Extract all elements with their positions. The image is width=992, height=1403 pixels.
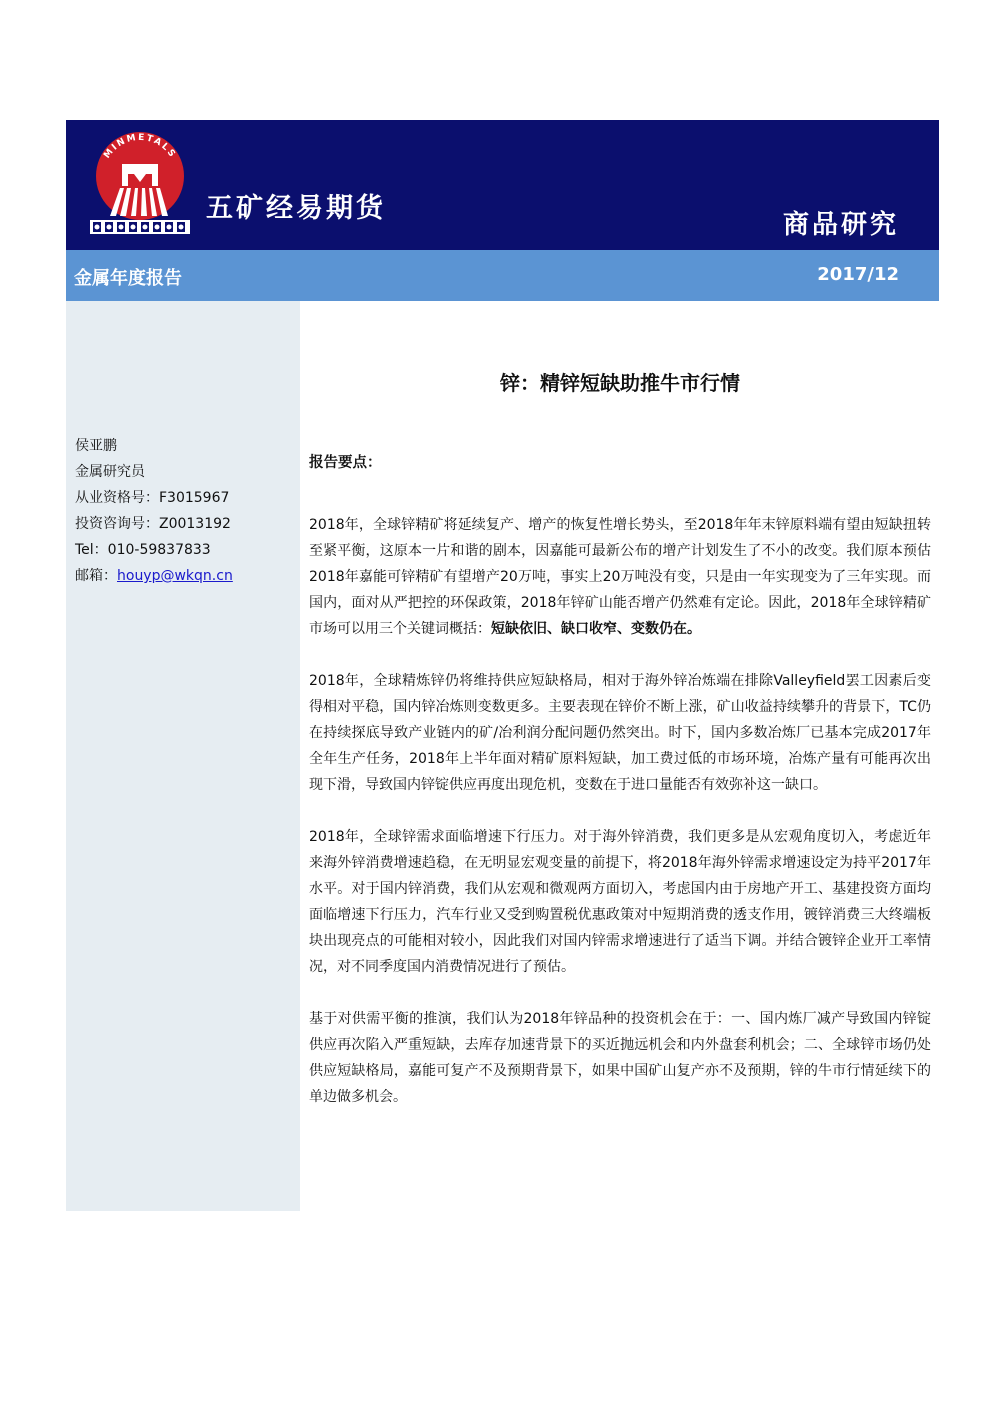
paragraph-4: 基于对供需平衡的推演，我们认为2018年锌品种的投资机会在于：一、国内炼厂减产导致国内锌锭供应再次陷入严重短缺，去库存加速背景下的买近抛远机会和内外盘套利机会；二、全球锌市场仍处供应短缺格局，嘉能可复产不及预期背景下，如果中国矿山复产亦不及预期，锌的牛市行情延续下的单边做多机会。 [309,1011,931,1105]
author-email-row [75,563,233,589]
author-title: 金属研究员 [75,464,145,480]
author-info [75,433,233,589]
report-type: 金属年度报告 [74,268,182,289]
paragraph-3: 2018年，全球锌需求面临增速下行压力。对于海外锌消费，我们更多是从宏观角度切入，考虑近年来海外锌消费增速趋稳，在无明显宏观变量的前提下，将2018年海外锌需求增速设定为持平2017年水平。对于国内锌消费，我们从宏观和微观两方面切入，考虑国内由于房地产开工、基建投资方面均面临增速下行压力，汽车行业又受到购置税优惠政策对中短期消费的透支作用，镀锌消费三大终端板块出现亮点的可能相对较小，因此我们对国内锌需求增速进行了适当下调。并结合镀锌企业开工率情况，对不同季度国内消费情况进行了预估。 [309,829,931,975]
key-points-heading: 报告要点： [309,455,382,471]
author-name: 侯亚鹏 [75,438,117,454]
report-header [66,120,939,250]
minmetals-logo [90,130,190,234]
author-tel: Tel：010-59837833 [75,542,211,558]
email-label: 邮箱： [75,568,117,584]
author-consulting-id: 投资咨询号：Z0013192 [75,516,231,532]
key-points [309,512,931,1136]
paragraph-1-keywords: 短缺依旧、缺口收窄、变数仍在。 [491,621,701,637]
author-sidebar [66,301,300,1211]
paragraph-2: 2018年，全球精炼锌仍将维持供应短缺格局，相对于海外锌冶炼端在排除Valleyfield罢工因素后变得相对平稳，国内锌冶炼则变数更多。主要表现在锌价不断上涨，矿山收益持续攀升的背景下，TC仍在持续探底导致产业链内的矿/冶利润分配问题仍然突出。时下，国内多数冶炼厂已基本完成2017年全年生产任务，2018年上半年面对精矿原料短缺，加工费过低的市场环境，冶炼产量有可能再次出现下滑，导致国内锌锭供应再度出现危机，变数在于进口量能否有效弥补这一缺口。 [309,673,931,793]
paragraph-1 [309,512,931,642]
report-date: 2017/12 [817,264,899,285]
minmetals-logo-icon [90,130,190,234]
report-title: 锌：精锌短缺助推牛市行情 [500,371,740,395]
report-type-bar [66,250,939,301]
company-name: 五矿经易期货 [206,193,386,224]
report-category: 商品研究 [782,210,899,240]
svg-text:MINMETALS: MINMETALS [102,132,178,161]
author-qualification: 从业资格号：F3015967 [75,490,230,506]
email-link[interactable]: houyp@wkqn.cn [117,568,233,584]
paragraph-1-text: 2018年，全球锌精矿将延续复产、增产的恢复性增长势头，至2018年年末锌原料端有望由短缺扭转至紧平衡，这原本一片和谐的剧本，因嘉能可最新公布的增产计划发生了不小的改变。我们原本预估2018年嘉能可锌精矿有望增产20万吨，事实上20万吨没有变，只是由一年实现变为了三年实现。而国内，面对从严把控的环保政策，2018年锌矿山能否增产仍然难有定论。因此，2018年全球锌精矿市场可以用三个关键词概括： [309,517,931,637]
